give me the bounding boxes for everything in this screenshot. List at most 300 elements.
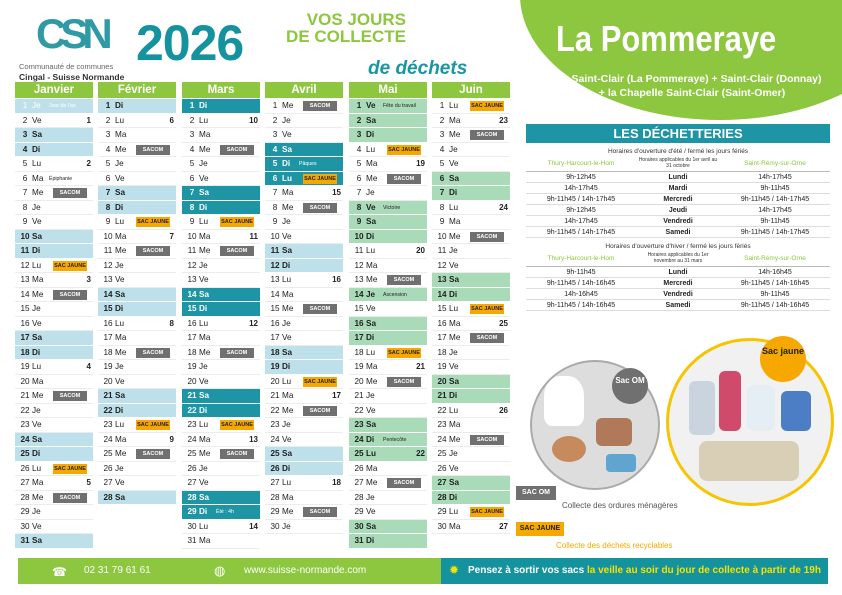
day-weekday: Di bbox=[449, 492, 458, 502]
sacom-badge: SACOM bbox=[220, 449, 254, 459]
day-weekday: Me bbox=[282, 507, 294, 516]
day-number: 15 bbox=[270, 304, 280, 313]
day-number: 21 bbox=[354, 391, 364, 400]
hours-site2: 14h-17h45 bbox=[758, 207, 792, 214]
day-row bbox=[432, 360, 510, 375]
day-number: 14 bbox=[187, 289, 197, 299]
sacom-badge: SACOM bbox=[470, 232, 504, 242]
day-row bbox=[15, 201, 93, 216]
day-row bbox=[265, 404, 343, 419]
day-number: 10 bbox=[437, 231, 447, 241]
day-weekday: Ma bbox=[449, 217, 461, 226]
hours-site2: 14h-16h45 bbox=[758, 269, 792, 276]
day-weekday: Je bbox=[199, 362, 208, 371]
day-row bbox=[15, 244, 93, 259]
day-number: 12 bbox=[437, 260, 447, 270]
week-number: 19 bbox=[416, 159, 425, 168]
day-row bbox=[98, 244, 176, 259]
day-number: 23 bbox=[437, 420, 447, 429]
day-row bbox=[265, 331, 343, 346]
day-row bbox=[265, 418, 343, 433]
day-weekday: Lu bbox=[449, 405, 459, 415]
day-row bbox=[15, 505, 93, 520]
day-weekday: Je bbox=[199, 260, 208, 270]
day-number: 3 bbox=[356, 130, 362, 139]
sac-om-bubble: Sac OM bbox=[612, 368, 648, 404]
day-weekday: Ma bbox=[32, 376, 44, 386]
day-weekday: Di bbox=[366, 130, 375, 139]
day-row bbox=[349, 302, 427, 317]
day-row bbox=[98, 230, 176, 245]
day-weekday: Sa bbox=[366, 217, 377, 226]
day-row bbox=[432, 433, 510, 448]
day-weekday: Di bbox=[199, 304, 208, 313]
globe-icon: ◍ bbox=[214, 563, 226, 578]
day-row bbox=[265, 520, 343, 535]
day-weekday: Ma bbox=[366, 260, 378, 270]
day-weekday: Sa bbox=[115, 391, 126, 400]
day-row bbox=[349, 157, 427, 172]
day-weekday: Je bbox=[115, 463, 124, 473]
day-number: 28 bbox=[187, 492, 197, 502]
day-number: 20 bbox=[354, 376, 364, 386]
day-row bbox=[15, 534, 93, 549]
day-weekday: Ve bbox=[282, 130, 292, 139]
day-number: 16 bbox=[20, 318, 30, 328]
day-number: 26 bbox=[103, 463, 113, 473]
day-number: 17 bbox=[20, 333, 30, 342]
day-row bbox=[349, 404, 427, 419]
day-number: 22 bbox=[103, 405, 113, 415]
legend-sac-jaune-text: Collecte des déchets recyclables bbox=[556, 541, 673, 550]
day-number: 17 bbox=[354, 333, 364, 342]
day-number: 17 bbox=[270, 333, 280, 342]
legend-sac-om: SAC OM bbox=[516, 486, 556, 500]
day-row bbox=[182, 288, 260, 303]
day-weekday: Ve bbox=[282, 434, 292, 444]
day-row bbox=[98, 447, 176, 462]
day-weekday: Di bbox=[199, 507, 208, 516]
day-weekday: Di bbox=[282, 260, 291, 270]
day-row bbox=[265, 447, 343, 462]
hours-row bbox=[526, 289, 830, 300]
day-weekday: Lu bbox=[115, 420, 125, 429]
month-header: Janvier bbox=[15, 82, 93, 98]
week-number: 9 bbox=[169, 434, 174, 444]
day-weekday: Ma bbox=[115, 231, 127, 241]
day-row bbox=[432, 520, 510, 535]
day-number: 23 bbox=[187, 420, 197, 429]
day-number: 1 bbox=[272, 101, 278, 110]
day-number: 22 bbox=[437, 405, 447, 415]
day-row bbox=[432, 505, 510, 520]
day-number: 7 bbox=[22, 188, 28, 197]
day-number: 23 bbox=[103, 420, 113, 429]
hours-site2: 9h-11h45 / 14h-17h45 bbox=[740, 229, 810, 236]
day-weekday: Me bbox=[282, 101, 294, 110]
day-number: 9 bbox=[272, 217, 278, 226]
day-number: 10 bbox=[20, 231, 30, 241]
month-5 bbox=[432, 82, 510, 534]
day-row bbox=[98, 114, 176, 129]
hours-site1: 9h-11h45 bbox=[566, 269, 596, 276]
week-number: 12 bbox=[249, 318, 258, 328]
day-number: 30 bbox=[270, 521, 280, 531]
day-weekday: Sa bbox=[32, 536, 43, 545]
tip-text bbox=[468, 565, 821, 576]
sac-jaune-badge: SAC JAUNE bbox=[471, 306, 503, 312]
day-weekday: Lu bbox=[282, 173, 293, 183]
day-number: 14 bbox=[437, 289, 447, 299]
day-row bbox=[182, 505, 260, 520]
day-weekday: Ma bbox=[366, 362, 378, 371]
day-number: 19 bbox=[437, 362, 447, 371]
day-weekday: Me bbox=[199, 347, 211, 357]
day-weekday: Sa bbox=[32, 130, 43, 139]
sac-jaune-badge: SAC JAUNE bbox=[388, 146, 420, 153]
day-row bbox=[265, 114, 343, 129]
day-weekday: Lu bbox=[32, 260, 42, 270]
day-number: 25 bbox=[354, 449, 364, 458]
day-weekday: Lu bbox=[282, 478, 292, 487]
day-row bbox=[15, 404, 93, 419]
day-number: 10 bbox=[270, 231, 280, 241]
day-row bbox=[98, 157, 176, 172]
day-weekday: Di bbox=[366, 434, 375, 444]
day-weekday: Di bbox=[115, 101, 124, 110]
day-weekday: Me bbox=[32, 289, 44, 299]
logo-mark: CSN bbox=[36, 10, 107, 57]
sacom-badge: SACOM bbox=[53, 391, 87, 401]
day-number: 20 bbox=[20, 376, 30, 386]
day-row bbox=[182, 186, 260, 201]
day-number: 12 bbox=[187, 260, 197, 270]
day-number: 16 bbox=[187, 318, 197, 328]
day-number: 25 bbox=[20, 449, 30, 458]
holiday-label: Épiphanie bbox=[49, 175, 73, 182]
town-name: La Pommeraye bbox=[556, 18, 777, 59]
day-row bbox=[349, 273, 427, 288]
day-row bbox=[182, 462, 260, 477]
towns-list: + Saint-Clair (La Pommeraye) + Saint-Clair (Donnay) + la Chapelle Saint-Clair (Saint-Omer) bbox=[562, 73, 822, 99]
day-row bbox=[265, 244, 343, 259]
day-weekday: Lu bbox=[366, 449, 377, 458]
day-row bbox=[432, 230, 510, 245]
day-row bbox=[432, 331, 510, 346]
day-weekday: Ma bbox=[199, 536, 211, 545]
dechetteries-title: LES DÉCHETTERIES bbox=[526, 124, 830, 143]
day-row bbox=[349, 128, 427, 143]
day-weekday: Ve bbox=[449, 159, 459, 168]
day-row bbox=[182, 360, 260, 375]
day-number: 21 bbox=[187, 391, 197, 400]
day-weekday: Sa bbox=[366, 115, 377, 125]
day-weekday: Je bbox=[199, 159, 208, 168]
day-row bbox=[265, 476, 343, 491]
day-weekday: Di bbox=[449, 391, 458, 400]
day-number: 29 bbox=[187, 507, 197, 516]
tip-bar bbox=[441, 558, 828, 584]
day-row bbox=[182, 143, 260, 158]
sac-jaune-badge: SAC JAUNE bbox=[221, 219, 253, 225]
day-number: 8 bbox=[439, 202, 445, 212]
day-row bbox=[265, 201, 343, 216]
day-weekday: Di bbox=[32, 144, 41, 154]
day-weekday: Lu bbox=[32, 159, 42, 168]
day-number: 24 bbox=[187, 434, 197, 444]
day-row bbox=[182, 404, 260, 419]
day-weekday: Me bbox=[366, 478, 378, 487]
day-weekday: Ve bbox=[199, 478, 209, 487]
hours-row bbox=[526, 300, 830, 311]
footer bbox=[18, 558, 828, 584]
day-row bbox=[182, 128, 260, 143]
day-number: 12 bbox=[354, 260, 364, 270]
sac-jaune-badge: SAC JAUNE bbox=[304, 378, 336, 385]
day-row bbox=[98, 476, 176, 491]
day-number: 13 bbox=[20, 275, 30, 284]
day-number: 11 bbox=[270, 246, 280, 255]
sacom-badge: SACOM bbox=[220, 348, 254, 358]
day-number: 13 bbox=[437, 275, 447, 284]
day-row bbox=[182, 215, 260, 230]
sac-jaune-image bbox=[666, 338, 834, 506]
day-number: 21 bbox=[103, 391, 113, 400]
day-number: 13 bbox=[187, 275, 197, 284]
day-number: 2 bbox=[105, 115, 111, 125]
day-row bbox=[432, 273, 510, 288]
sacom-badge: SACOM bbox=[470, 435, 504, 445]
day-row bbox=[182, 520, 260, 535]
headline-line1: VOS JOURS bbox=[306, 10, 406, 29]
day-row bbox=[182, 534, 260, 549]
month-4 bbox=[349, 82, 427, 549]
sacom-badge: SACOM bbox=[387, 478, 421, 488]
hours-site1: 9h-11h45 / 14h-17h45 bbox=[546, 196, 616, 203]
sacom-badge: SACOM bbox=[220, 246, 254, 256]
day-row bbox=[182, 302, 260, 317]
day-number: 15 bbox=[437, 304, 447, 313]
tip-part2: la veille au soir du jour de collecte à partir de 19h bbox=[586, 565, 821, 576]
day-weekday: Ve bbox=[32, 115, 42, 125]
day-weekday: Ve bbox=[366, 101, 376, 110]
day-row bbox=[349, 230, 427, 245]
day-row bbox=[98, 143, 176, 158]
sacom-badge: SACOM bbox=[387, 174, 421, 184]
day-row bbox=[98, 302, 176, 317]
day-number: 25 bbox=[270, 449, 280, 458]
day-row bbox=[432, 491, 510, 506]
day-number: 16 bbox=[103, 318, 113, 328]
hours-row bbox=[526, 194, 830, 205]
day-row bbox=[432, 389, 510, 404]
day-weekday: Je bbox=[449, 144, 458, 154]
day-row bbox=[349, 433, 427, 448]
website-link[interactable]: www.suisse-normande.com bbox=[244, 565, 367, 576]
day-row bbox=[98, 259, 176, 274]
day-row bbox=[349, 331, 427, 346]
day-row bbox=[432, 317, 510, 332]
legend-sac-jaune: SAC JAUNE bbox=[516, 522, 564, 536]
day-row bbox=[98, 346, 176, 361]
day-row bbox=[15, 346, 93, 361]
week-number: 22 bbox=[416, 449, 425, 458]
day-weekday: Je bbox=[282, 115, 291, 125]
day-row bbox=[98, 186, 176, 201]
day-row bbox=[15, 215, 93, 230]
day-number: 6 bbox=[189, 173, 195, 183]
day-weekday: Me bbox=[366, 173, 378, 183]
holiday-label: Été : 4h bbox=[216, 509, 234, 515]
day-weekday: Lu bbox=[115, 217, 125, 226]
day-number: 27 bbox=[270, 478, 280, 487]
hours-row bbox=[526, 172, 830, 183]
day-weekday: Ve bbox=[32, 420, 42, 429]
day-number: 21 bbox=[270, 391, 280, 400]
day-row bbox=[15, 288, 93, 303]
day-number: 10 bbox=[354, 231, 364, 241]
day-weekday: Lu bbox=[449, 101, 459, 110]
day-number: 10 bbox=[187, 231, 197, 241]
day-row bbox=[349, 172, 427, 187]
day-weekday: Di bbox=[282, 362, 291, 371]
day-weekday: Di bbox=[366, 536, 375, 545]
day-weekday: Di bbox=[449, 289, 458, 299]
day-number: 9 bbox=[439, 217, 445, 226]
hours-row bbox=[526, 267, 830, 278]
day-row bbox=[432, 215, 510, 230]
hours-site1: 14h-17h45 bbox=[564, 185, 598, 192]
day-row bbox=[182, 114, 260, 129]
month-header: Février bbox=[98, 82, 176, 98]
sacom-badge: SACOM bbox=[136, 145, 170, 155]
day-weekday: Lu bbox=[199, 115, 209, 125]
week-number: 5 bbox=[86, 478, 91, 487]
day-number: 2 bbox=[439, 115, 445, 125]
day-number: 19 bbox=[103, 362, 113, 371]
day-number: 30 bbox=[187, 521, 197, 531]
day-row bbox=[182, 172, 260, 187]
day-weekday: Je bbox=[115, 362, 124, 371]
day-weekday: Me bbox=[32, 391, 44, 400]
hours-site1: 9h-11h45 / 14h-16h45 bbox=[546, 302, 616, 309]
dechetteries-panel bbox=[526, 124, 830, 311]
week-number: 4 bbox=[86, 362, 91, 371]
site1: Thury-Harcourt-le-Hom bbox=[547, 159, 615, 167]
day-row bbox=[15, 259, 93, 274]
day-number: 3 bbox=[22, 130, 28, 139]
day-weekday: Je bbox=[282, 521, 291, 531]
day-number: 27 bbox=[354, 478, 364, 487]
day-number: 23 bbox=[270, 420, 280, 429]
day-number: 19 bbox=[270, 362, 280, 371]
sacom-badge: SACOM bbox=[387, 377, 421, 387]
day-weekday: Ma bbox=[366, 463, 378, 473]
day-weekday: Me bbox=[282, 405, 294, 415]
hours-site1: 9h-11h45 / 14h-16h45 bbox=[546, 280, 616, 287]
day-number: 28 bbox=[354, 492, 364, 502]
site2-winter: Saint-Rémy-sur-Orne bbox=[744, 254, 806, 262]
day-row bbox=[265, 128, 343, 143]
day-weekday: Me bbox=[32, 188, 44, 197]
day-number: 7 bbox=[189, 188, 195, 197]
month-1 bbox=[98, 82, 176, 505]
hours-site2: 9h-11h45 bbox=[760, 218, 790, 225]
day-weekday: Me bbox=[282, 304, 294, 313]
day-number: 31 bbox=[20, 536, 30, 545]
day-weekday: Sa bbox=[115, 188, 126, 197]
day-number: 18 bbox=[103, 347, 113, 357]
day-weekday: Ve bbox=[32, 318, 42, 328]
day-number: 8 bbox=[356, 202, 362, 212]
day-number: 11 bbox=[103, 246, 113, 255]
day-row bbox=[182, 331, 260, 346]
day-row bbox=[15, 360, 93, 375]
day-row bbox=[98, 491, 176, 506]
day-row bbox=[98, 360, 176, 375]
day-row bbox=[98, 288, 176, 303]
day-weekday: Di bbox=[32, 449, 41, 458]
day-row bbox=[432, 404, 510, 419]
day-weekday: Me bbox=[449, 130, 461, 139]
week-number: 21 bbox=[416, 362, 425, 371]
hours-day: Mardi bbox=[668, 185, 688, 192]
day-weekday: Ve bbox=[199, 173, 209, 183]
day-row bbox=[432, 288, 510, 303]
day-row bbox=[265, 186, 343, 201]
day-number: 16 bbox=[354, 318, 364, 328]
day-number: 29 bbox=[437, 507, 447, 516]
holiday-label: Fête du travail bbox=[383, 103, 416, 109]
day-weekday: Me bbox=[366, 275, 378, 284]
day-weekday: Sa bbox=[449, 275, 460, 284]
day-weekday: Di bbox=[32, 246, 41, 255]
phone-icon: ☎ bbox=[52, 565, 67, 579]
day-weekday: Ma bbox=[449, 521, 461, 531]
day-weekday: Lu bbox=[115, 318, 125, 328]
winter-label: Horaires d'ouverture d'hiver / fermé les jours fériés bbox=[605, 243, 751, 250]
sacom-badge: SACOM bbox=[303, 304, 337, 314]
day-weekday: Je bbox=[32, 507, 41, 516]
day-number: 1 bbox=[105, 101, 111, 110]
winter-rows bbox=[526, 267, 830, 311]
day-weekday: Di bbox=[449, 188, 458, 197]
day-row bbox=[98, 404, 176, 419]
day-row bbox=[265, 360, 343, 375]
day-weekday: Ma bbox=[32, 478, 44, 487]
sacom-badge: SACOM bbox=[303, 203, 337, 213]
day-weekday: Je bbox=[449, 246, 458, 255]
week-number: 20 bbox=[416, 246, 425, 255]
day-row bbox=[265, 346, 343, 361]
week-number: 13 bbox=[249, 434, 258, 444]
day-row bbox=[265, 505, 343, 520]
day-number: 15 bbox=[103, 304, 113, 313]
day-number: 25 bbox=[437, 449, 447, 458]
hours-day: Jeudi bbox=[668, 207, 688, 214]
day-row bbox=[432, 201, 510, 216]
day-row bbox=[182, 447, 260, 462]
day-number: 10 bbox=[103, 231, 113, 241]
sacom-badge: SACOM bbox=[136, 246, 170, 256]
day-number: 8 bbox=[189, 202, 195, 212]
day-weekday: Ve bbox=[366, 202, 376, 212]
day-number: 26 bbox=[270, 463, 280, 473]
day-weekday: Di bbox=[115, 202, 124, 212]
day-weekday: Lu bbox=[199, 420, 209, 429]
day-number: 24 bbox=[437, 434, 447, 444]
day-number: 3 bbox=[105, 130, 111, 139]
